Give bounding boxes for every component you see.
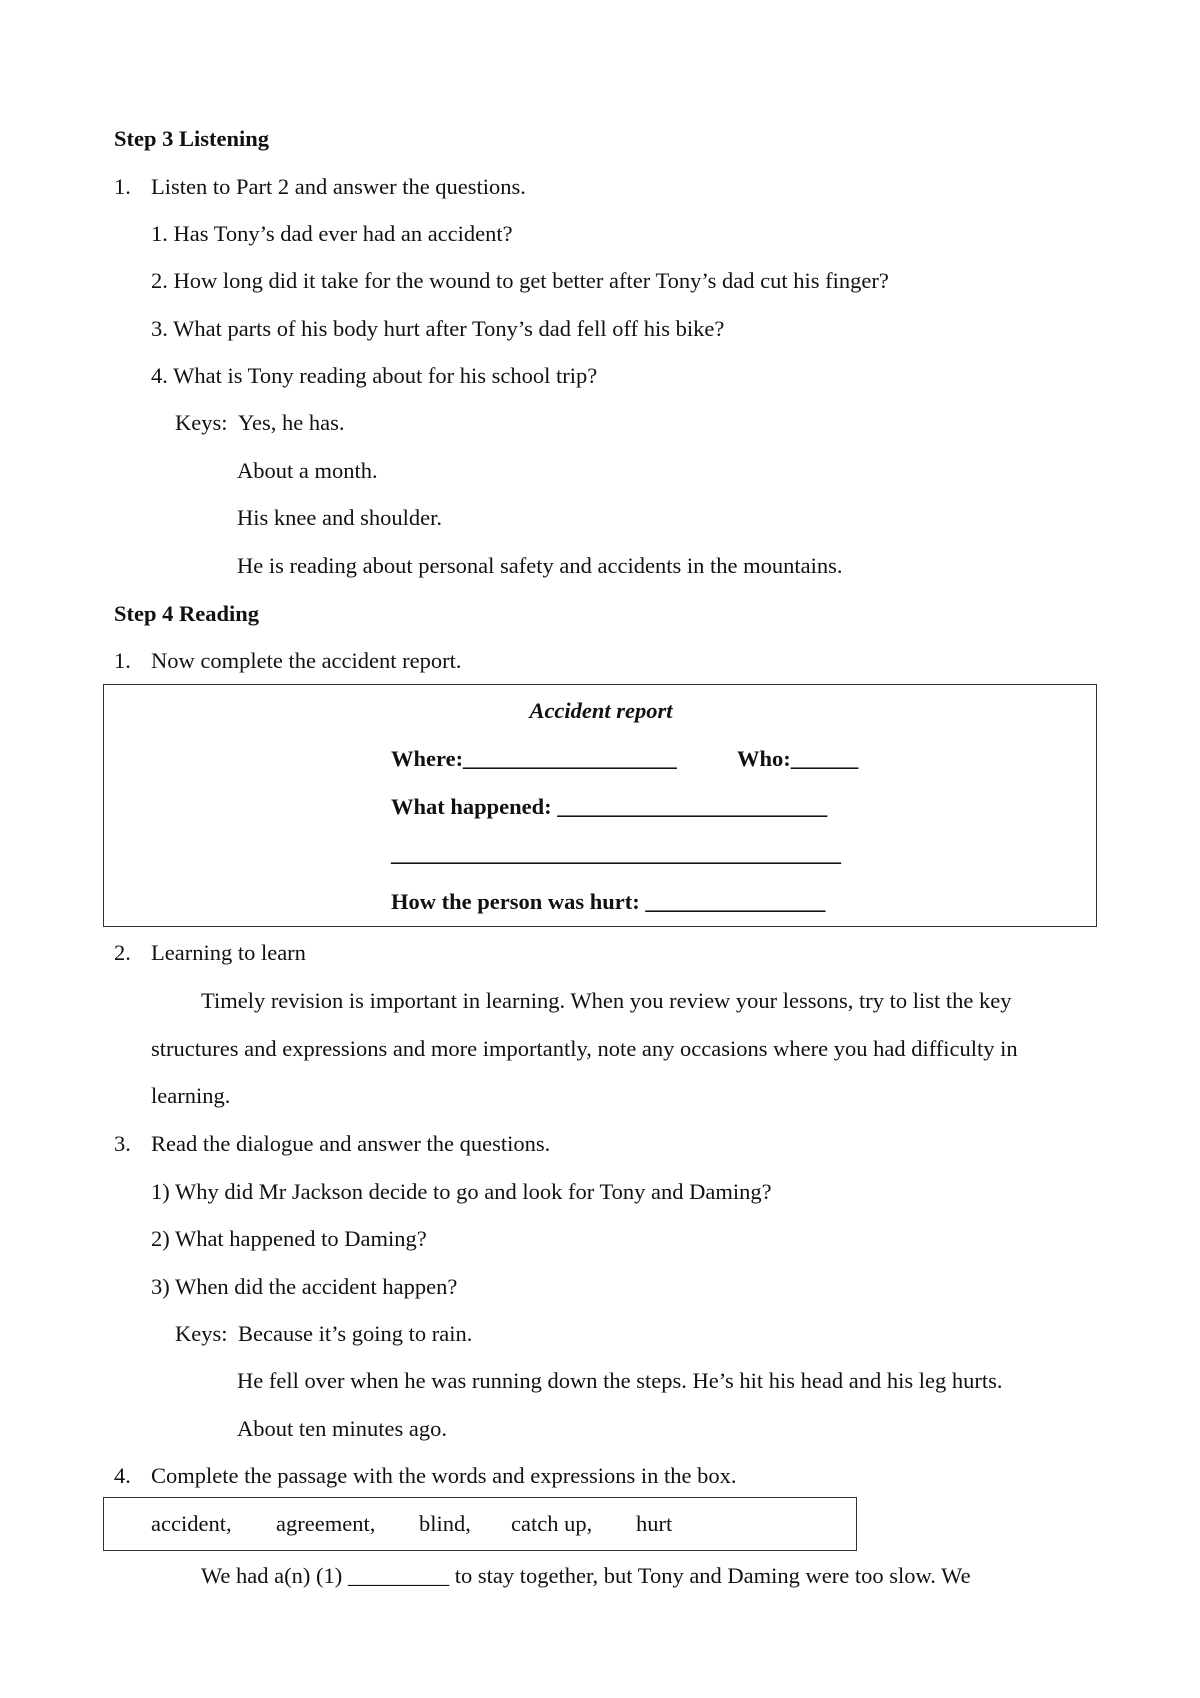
- question-line: 3. What parts of his body hurt after Tony’s dad fell off his bike?: [151, 316, 725, 341]
- keys-label: Keys:: [175, 410, 228, 435]
- answer-line: About ten minutes ago.: [237, 1416, 447, 1441]
- item-number: 1.: [114, 648, 131, 673]
- word-item: agreement,: [276, 1511, 376, 1536]
- word-item: accident,: [151, 1511, 232, 1536]
- question-line: 2) What happened to Daming?: [151, 1226, 427, 1251]
- question-line: 1. Has Tony’s dad ever had an accident?: [151, 221, 513, 246]
- instruction-text: Now complete the accident report.: [151, 648, 462, 673]
- paragraph-line: learning.: [151, 1083, 231, 1108]
- keys-label: Keys:: [175, 1321, 228, 1346]
- answer-line: Because it’s going to rain.: [238, 1321, 473, 1346]
- step3-heading: Step 3 Listening: [114, 126, 270, 151]
- instruction-text: Listen to Part 2 and answer the questions.: [151, 174, 526, 199]
- answer-line: His knee and shoulder.: [237, 505, 442, 530]
- question-line: 4. What is Tony reading about for his school trip?: [151, 363, 598, 388]
- word-item: hurt: [636, 1511, 673, 1536]
- question-line: 1) Why did Mr Jackson decide to go and look for Tony and Daming?: [151, 1179, 772, 1204]
- report-blank-line: ________________________________________: [391, 841, 841, 866]
- question-line: 2. How long did it take for the wound to get better after Tony’s dad cut his finger?: [151, 268, 889, 293]
- report-title: Accident report: [529, 698, 673, 723]
- instruction-text: Complete the passage with the words and expressions in the box.: [151, 1463, 737, 1488]
- answer-line: He fell over when he was running down the steps. He’s hit his head and his leg hurts.: [237, 1368, 1003, 1393]
- paragraph-line: structures and expressions and more importantly, note any occasions where you had difficulty in: [151, 1036, 1018, 1061]
- item-number: 3.: [114, 1131, 131, 1156]
- report-where-field: Where:___________________: [391, 746, 677, 771]
- report-who-field: Who:______: [737, 746, 859, 771]
- report-how-hurt-field: How the person was hurt: ________________: [391, 889, 826, 914]
- answer-line: About a month.: [237, 458, 378, 483]
- answer-line: Yes, he has.: [238, 410, 345, 435]
- item-number: 4.: [114, 1463, 131, 1488]
- word-item: catch up,: [511, 1511, 593, 1536]
- instruction-text: Read the dialogue and answer the questions.: [151, 1131, 551, 1156]
- question-line: 3) When did the accident happen?: [151, 1274, 458, 1299]
- word-item: blind,: [419, 1511, 471, 1536]
- report-what-happened-field: What happened: ________________________: [391, 794, 828, 819]
- accident-report-box: [103, 684, 1097, 927]
- step4-heading: Step 4 Reading: [114, 601, 260, 626]
- passage-line: We had a(n) (1) _________ to stay together, but Tony and Daming were too slow. We: [201, 1563, 971, 1588]
- item-number: 1.: [114, 174, 131, 199]
- word-box: [103, 1497, 857, 1551]
- answer-line: He is reading about personal safety and accidents in the mountains.: [237, 553, 843, 578]
- item-number: 2.: [114, 940, 131, 965]
- paragraph-line: Timely revision is important in learning. When you review your lessons, try to list the key: [201, 988, 1012, 1013]
- instruction-text: Learning to learn: [151, 940, 306, 965]
